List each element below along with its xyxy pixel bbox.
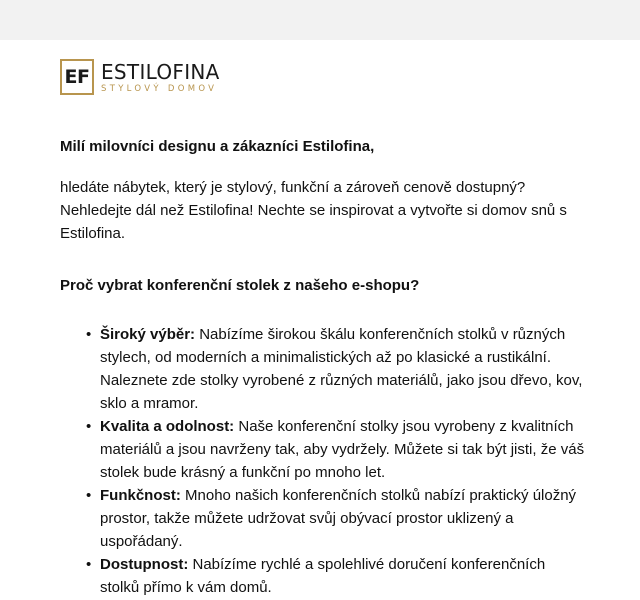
feature-title: Široký výběr:	[100, 326, 196, 343]
feature-text: Nabízíme rychlé a spolehlivé doručení konferenčních stolků přímo k vám domů.	[100, 556, 546, 596]
list-item	[100, 553, 588, 599]
list-item	[100, 415, 588, 484]
feature-title: Dostupnost:	[100, 556, 189, 573]
logo-tagline: STYLOVÝ DOMOV	[101, 83, 218, 94]
feature-text: Nabízíme širokou škálu konferenčních stolků v různých stylech, od moderních a minimalistických až po klasické a rustikální. Naleznete zde stolky vyrobené z různých materiálů, jako jsou dřevo, kov, sklo a mramor.	[100, 326, 583, 412]
logo-name: ESTILOFINA	[101, 59, 220, 84]
list-item	[100, 323, 588, 415]
section-heading: Proč vybrat konferenční stolek z našeho e-shopu?	[60, 277, 420, 294]
feature-title: Funkčnost:	[100, 487, 181, 504]
feature-text: Mnoho našich konferenčních stolků nabízí praktický úložný prostor, takže můžete udržovat svůj obývací prostor uklizený a uspořádaný.	[100, 487, 577, 550]
estilofina-logo[interactable]	[60, 59, 220, 95]
intro-paragraph: hledáte nábytek, který je stylový, funkční a zároveň cenově dostupný? Nehledejte dál než Estilofina! Nechte se inspirovat a vytvořte si domov snů s Estilofina.	[60, 179, 567, 242]
feature-text: Naše konferenční stolky jsou vyrobeny z kvalitních materiálů a jsou navrženy tak, aby vydržely. Můžete si tak být jisti, že váš stolek bude krásný a funkční po mnoho let.	[100, 418, 585, 481]
feature-title: Kvalita a odolnost:	[100, 418, 235, 435]
email-body	[60, 135, 588, 599]
greeting: Milí milovníci designu a zákazníci Estilofina,	[60, 138, 375, 155]
list-item	[100, 484, 588, 553]
feature-list	[60, 323, 588, 599]
top-bar	[0, 0, 640, 40]
logo-mark: EF	[60, 59, 94, 95]
logo-wordmark	[101, 61, 220, 94]
